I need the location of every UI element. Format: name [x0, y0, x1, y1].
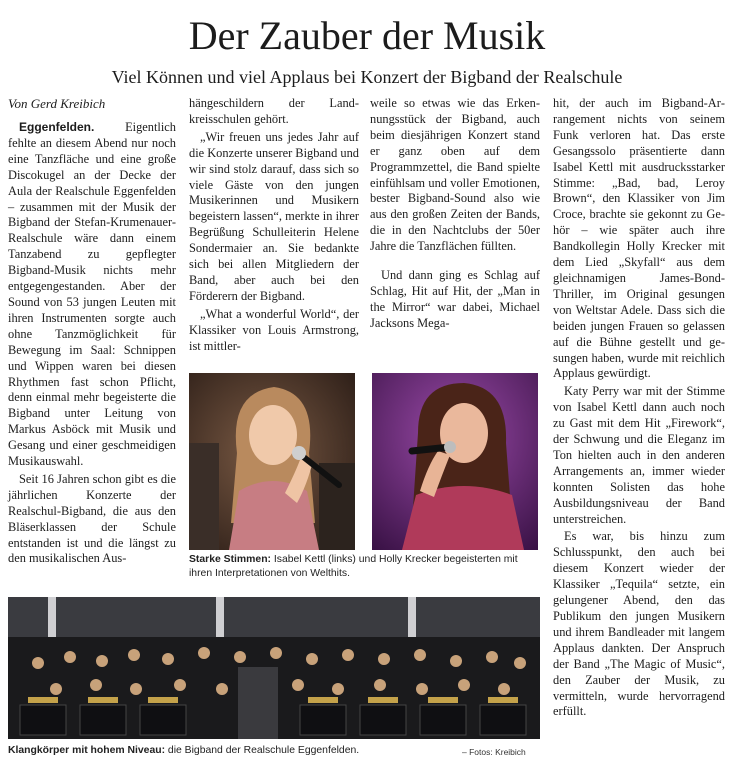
- caption-bigband-lead: Klangkörper mit hohem Niveau:: [8, 745, 166, 756]
- col4-paragraph-1: hit, der auch im Bigband-Arrangement nichts von seinem Funk verloren hat. Das erste Gesangssolo präsentierte dann Isabel Kettl mit ausdrucksstarker Stimme: „Bad, bad, Leroy Brown“, den Klassiker von Jim Croce, brachte sie gekonnt zu Gehör – wie später auch ihre Bandkollegin Holly Krecker mit dem Lied „Skyfall“ aus dem gleichnamigen James-Bond-Thriller, im Original gesungen von Weltstar Adele. Dass sich die beiden jungen Frauen so gelassen auf die Bühne gestellt und gesungen haben, wurde mit reichlich Applaus gewürdigt.: [553, 96, 725, 381]
- col1-paragraph-2: Seit 16 Jahren schon gibt es die jährlichen Konzerte der Realschul-Bigband, die aus den Bläserklassen der Schule entstanden ist und die längst zu den musikalischen Aus-: [8, 471, 176, 566]
- column-4: [553, 96, 725, 720]
- photo-credit: – Fotos: Kreibich: [462, 747, 526, 757]
- subheadline: Viel Können und viel Applaus bei Konzert der Bigband der Realschule: [111, 67, 623, 87]
- col1-p1-text: Eigentlich fehlte an diesem Abend nur noch eine Tanzfläche und eine große Discokugel an der Decke der Aula der Realschule Eggenfelden – zusammen mit der Musik der Bigband der Stefan-Krumenauer-Realschule wäre dann einem Tanzabend zu gepflegter Bigband-Musik nichts mehr entgegengestanden. Aber der Sound von 53 jungen Leuten mit ihren Instrumenten sorgte auch ohne Tanzmöglichkeit für Bewegung im Saal: Schnippen und Wippen waren bei diesen Rhythmen fast schon Pflicht, denn einmal mehr begeisterte die Bigband unter Leitung von Markus Asböck mit Musik und Gesang und einer geschmeidigen Musikauswahl.: [8, 120, 176, 469]
- caption-singers-text: Isabel Kettl (links) und Holly Krecker begeisterten mit ihren Interpretationen von Welthits.: [189, 554, 518, 579]
- col3-paragraph-1: weile so etwas wie das Erkennungsstück der Bigband, auch beim diesjährigen Konzert stand er ganz oben auf dem Programmzettel, die Band spielte einfühlsam und voller Emotionen, bester Bigband-Sound also wie aus den großen Zeiten der Bands, die in den Nachtclubs der 50er Jahre die Tanzflächen füllten.: [370, 96, 540, 254]
- col1-paragraph-1: [8, 120, 176, 470]
- col2-paragraph-2: „Wir freuen uns jedes Jahr auf die Konzerte unserer Bigband und wir sind stolz darauf, dass sich so viele Gäste von den jungen Musikerinnen und Musikern begeistern lassen“, merkte in ihrer Begrüßung Schulleiterin Helene Sondermaier an. Sie bedankte sich bei allen Mitgliedern der Band, aber auch bei den Förderern der Bigband.: [189, 129, 359, 303]
- byline: Von Gerd Kreibich: [8, 96, 106, 111]
- photo-singer-right: [372, 373, 538, 550]
- col3-paragraph-2: Und dann ging es Schlag auf Schlag, Hit auf Hit, der „Man in the Mirror“ war dabei, Michael Jacksons Mega-: [370, 268, 540, 330]
- caption-bigband: [8, 744, 448, 758]
- caption-bigband-text: die Bigband der Realschule Eggenfelden.: [165, 745, 360, 756]
- photo-bigband: [8, 597, 540, 739]
- singer-left-image: [189, 373, 355, 550]
- headline: Der Zauber der Musik: [188, 13, 546, 58]
- dateline: Eggenfelden.: [19, 120, 95, 134]
- col4-paragraph-3: Es war, bis hinzu zum Schlusspunkt, den auch bei diesem Konzert wieder der Klassiker „Tequila“ setzte, ein gelungener Abend, den das Publikum den jungen Musikern und ihrem Bandleader mit langem Applaus dankten. Der Anspruch der Band „The Magic of Music“, den Zauber der Musik, zu vermitteln, wurde hervorragend erfüllt.: [553, 529, 725, 719]
- col2-paragraph-3: „What a wonderful World“, der Klassiker von Louis Armstrong, ist mittler-: [189, 306, 359, 353]
- column-1: [8, 96, 176, 567]
- col2-paragraph-1: hängeschildern der Landkreisschulen gehört.: [189, 96, 359, 126]
- singer-right-image: [372, 373, 538, 550]
- bigband-image: [8, 597, 540, 739]
- photo-singer-left: [189, 373, 355, 550]
- caption-singers: [189, 553, 541, 581]
- column-3: [370, 96, 540, 332]
- col4-paragraph-2: Katy Perry war mit der Stimme von Isabel Kettl dann auch noch zu Gast mit dem Hit „Firework“, der Schwung und die Eleganz im Ton hielten auch in den anderen Arrangements an, immer wieder konnten Solisten das hohe Ausbildungsniveau der Band unterstreichen.: [553, 384, 725, 526]
- caption-singers-lead: Starke Stimmen:: [189, 554, 271, 565]
- column-2: [189, 96, 359, 355]
